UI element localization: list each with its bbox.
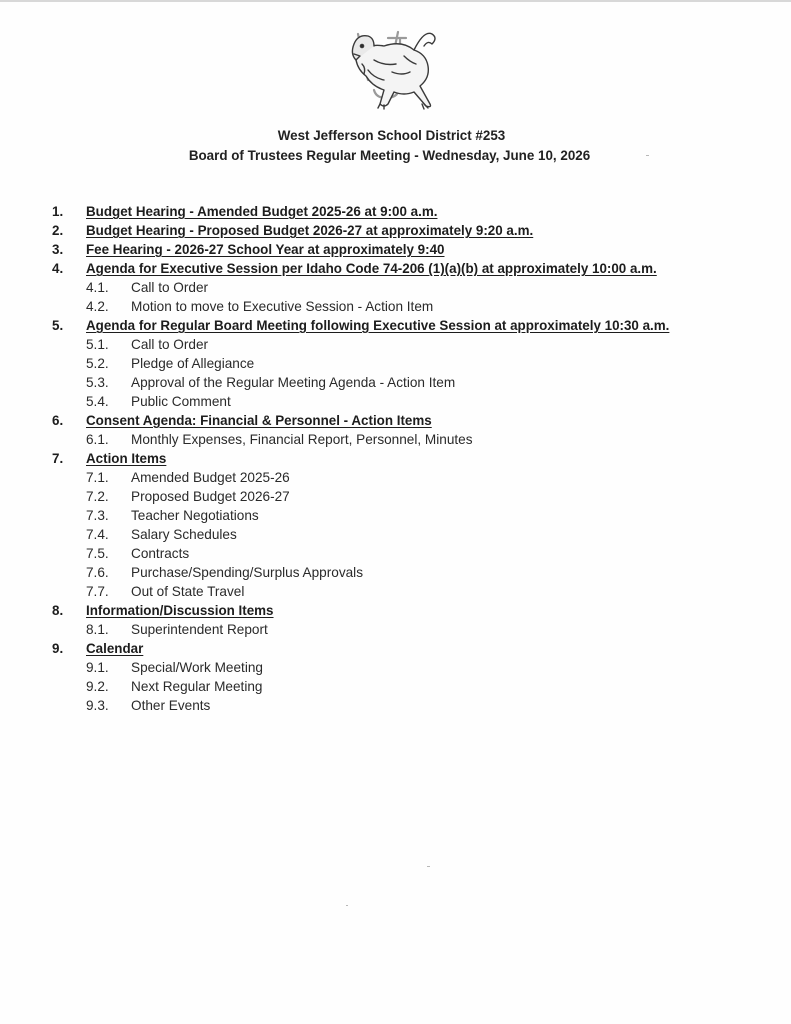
district-name: West Jefferson School District #253: [277, 128, 506, 143]
agenda-subitem-text: Teacher Negotiations: [131, 508, 259, 523]
agenda-item: [0, 601, 791, 620]
agenda-subitem-text: Proposed Budget 2026-27: [131, 489, 290, 504]
agenda-subitem-text: Salary Schedules: [131, 527, 237, 542]
agenda-item: [0, 202, 791, 221]
agenda-subitem-number: 7.5.: [86, 546, 109, 561]
agenda-subitem: [0, 430, 791, 449]
agenda-item: [0, 316, 791, 335]
agenda-subitem: [0, 297, 791, 316]
agenda-item: [0, 221, 791, 240]
meeting-title: Board of Trustees Regular Meeting - Wednesday, June 10, 2026: [188, 148, 591, 163]
agenda-subitem: [0, 696, 791, 715]
agenda-subitem: [0, 487, 791, 506]
agenda-item-number: 6.: [52, 413, 64, 428]
agenda-item: [0, 240, 791, 259]
agenda-subitem-number: 9.2.: [86, 679, 109, 694]
agenda-subitem-number: 9.1.: [86, 660, 109, 675]
agenda-subitem-text: Out of State Travel: [131, 584, 245, 599]
agenda-item: [0, 449, 791, 468]
agenda-subitem-number: 6.1.: [86, 432, 109, 447]
agenda-item-title: Agenda for Regular Board Meeting following Executive Session at approximately 10:30 a.m.: [86, 318, 670, 333]
agenda-subitem-text: Approval of the Regular Meeting Agenda - Action Item: [131, 375, 456, 390]
agenda-item-title: Information/Discussion Items: [86, 603, 274, 618]
agenda-subitem: [0, 278, 791, 297]
agenda-subitem: [0, 335, 791, 354]
agenda-subitem-number: 7.1.: [86, 470, 109, 485]
agenda-item: [0, 259, 791, 278]
agenda-subitem-number: 5.2.: [86, 356, 109, 371]
agenda-item-number: 9.: [52, 641, 64, 656]
agenda-item-title: Budget Hearing - Amended Budget 2025-26 at 9:00 a.m.: [86, 204, 438, 219]
agenda-subitem: [0, 506, 791, 525]
agenda-item-number: 2.: [52, 223, 64, 238]
agenda-subitem-number: 5.4.: [86, 394, 109, 409]
panther-mascot-logo: [344, 20, 440, 112]
agenda-subitem: [0, 658, 791, 677]
agenda-item: [0, 411, 791, 430]
agenda-subitem-text: Superintendent Report: [131, 622, 268, 637]
agenda-subitem: [0, 525, 791, 544]
agenda-subitem-number: 5.1.: [86, 337, 109, 352]
agenda-subitem: [0, 620, 791, 639]
agenda-subitem-number: 4.2.: [86, 299, 109, 314]
agenda-subitem: [0, 563, 791, 582]
scan-speck: [646, 155, 649, 156]
agenda-item-title: Fee Hearing - 2026-27 School Year at approximately 9:40: [86, 242, 445, 257]
agenda-item-number: 4.: [52, 261, 64, 276]
agenda-subitem-text: Next Regular Meeting: [131, 679, 263, 694]
scan-edge: [0, 0, 791, 2]
agenda-subitem: [0, 392, 791, 411]
agenda-subitem: [0, 677, 791, 696]
agenda-subitem-number: 7.6.: [86, 565, 109, 580]
agenda-subitem-text: Purchase/Spending/Surplus Approvals: [131, 565, 363, 580]
agenda-subitem-text: Amended Budget 2025-26: [131, 470, 290, 485]
agenda-subitem-number: 8.1.: [86, 622, 109, 637]
agenda-subitem-text: Call to Order: [131, 280, 209, 295]
scan-speck: [346, 905, 348, 906]
agenda-item: [0, 639, 791, 658]
agenda-item-title: Agenda for Executive Session per Idaho Code 74-206 (1)(a)(b) at approximately 10:00 a.m.: [86, 261, 657, 276]
agenda-subitem-number: 7.4.: [86, 527, 109, 542]
agenda-subitem-text: Call to Order: [131, 337, 209, 352]
agenda-subitem-number: 4.1.: [86, 280, 109, 295]
agenda-item-number: 8.: [52, 603, 64, 618]
agenda-subitem-number: 5.3.: [86, 375, 109, 390]
agenda-subitem-text: Motion to move to Executive Session - Action Item: [131, 299, 434, 314]
agenda-item-title: Consent Agenda: Financial & Personnel - Action Items: [86, 413, 432, 428]
agenda-subitem: [0, 354, 791, 373]
agenda-subitem: [0, 544, 791, 563]
agenda-subitem-text: Monthly Expenses, Financial Report, Personnel, Minutes: [131, 432, 473, 447]
agenda-subitem-number: 7.7.: [86, 584, 109, 599]
agenda-subitem-text: Pledge of Allegiance: [131, 356, 255, 371]
agenda-item-title: Calendar: [86, 641, 144, 656]
agenda-subitem-text: Other Events: [131, 698, 211, 713]
agenda-subitem-text: Special/Work Meeting: [131, 660, 263, 675]
agenda-subitem-number: 7.3.: [86, 508, 109, 523]
agenda-subitem: [0, 582, 791, 601]
agenda-item-number: 3.: [52, 242, 64, 257]
scan-speck: [427, 866, 430, 867]
agenda-item-title: Action Items: [86, 451, 167, 466]
agenda-item-number: 5.: [52, 318, 64, 333]
agenda-subitem: [0, 468, 791, 487]
agenda-list: [0, 202, 791, 715]
agenda-item-title: Budget Hearing - Proposed Budget 2026-27 at approximately 9:20 a.m.: [86, 223, 534, 238]
agenda-subitem-number: 7.2.: [86, 489, 109, 504]
agenda-subitem-text: Contracts: [131, 546, 190, 561]
agenda-item-number: 7.: [52, 451, 64, 466]
agenda-subitem-text: Public Comment: [131, 394, 231, 409]
agenda-subitem: [0, 373, 791, 392]
agenda-item-number: 1.: [52, 204, 64, 219]
agenda-subitem-number: 9.3.: [86, 698, 109, 713]
